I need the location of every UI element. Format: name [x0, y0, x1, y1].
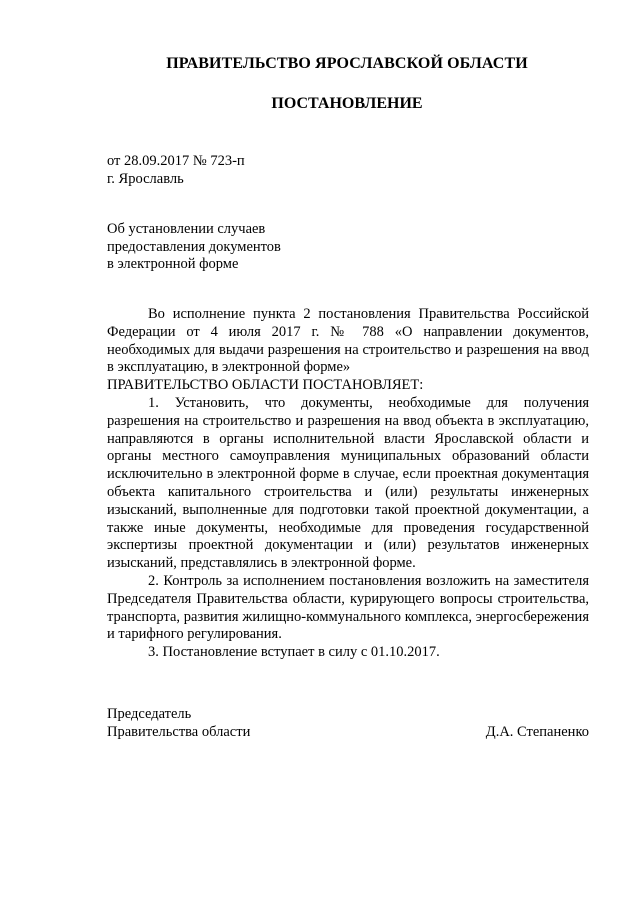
government-title: ПРАВИТЕЛЬСТВО ЯРОСЛАВСКОЙ ОБЛАСТИ: [166, 55, 528, 72]
document-body: [107, 306, 589, 662]
document-type: ПОСТАНОВЛЕНИЕ: [271, 95, 423, 112]
signer-position-line2: Правительства области: [107, 724, 251, 740]
item-2-paragraph: 2. Контроль за исполнением постановления возложить на заместителя Председателя Правительства области, курирующего вопросы строительства, транспорта, развития жилищно-коммунального комплекса, энергосбережения и тарифного регулирования.: [107, 572, 589, 643]
preamble-paragraph: Во исполнение пункта 2 постановления Правительства Российской Федерации от 4 июля 2017 г. № 788 «О направлении документов, необходимых для выдачи разрешения на строительство и разрешения на ввод в эксплуатацию, в электронной форме»: [107, 306, 589, 376]
city: г. Ярославль: [107, 171, 184, 187]
item-1-paragraph: 1. Установить, что документы, необходимые для получения разрешения на строительство и разрешения на ввод объекта в эксплуатацию, направляются в органы исполнительной власти Ярославской области и органы местного самоуправления муниципальных образований области исключительно в электронной форме в случае, если проектная документация объекта капитального строительства и (или) результаты инженерных изысканий, выполненные для подготовки такой проектной документации, а также иные документы, необходимые для проведения государственной экспертизы проектной документации и (или) результатов инженерных изысканий, представлялись в электронной форме.: [107, 394, 589, 572]
document-meta: [107, 152, 245, 188]
signer-position-line1: Председатель: [107, 706, 192, 722]
signature-block: [107, 705, 589, 741]
date-number: от 28.09.2017 № 723-п: [107, 153, 245, 169]
signature-row: [107, 723, 589, 741]
subject-line: Об установлении случаев: [107, 221, 266, 237]
resolves-line: ПРАВИТЕЛЬСТВО ОБЛАСТИ ПОСТАНОВЛЯЕТ:: [107, 377, 424, 394]
item-3-paragraph: 3. Постановление вступает в силу с 01.10.2017.: [148, 644, 440, 661]
signer-name: Д.А. Степаненко: [485, 724, 589, 740]
subject-line: предоставления документов: [107, 238, 281, 255]
document-subject: [107, 221, 281, 274]
subject-line: в электронной форме: [107, 256, 239, 272]
